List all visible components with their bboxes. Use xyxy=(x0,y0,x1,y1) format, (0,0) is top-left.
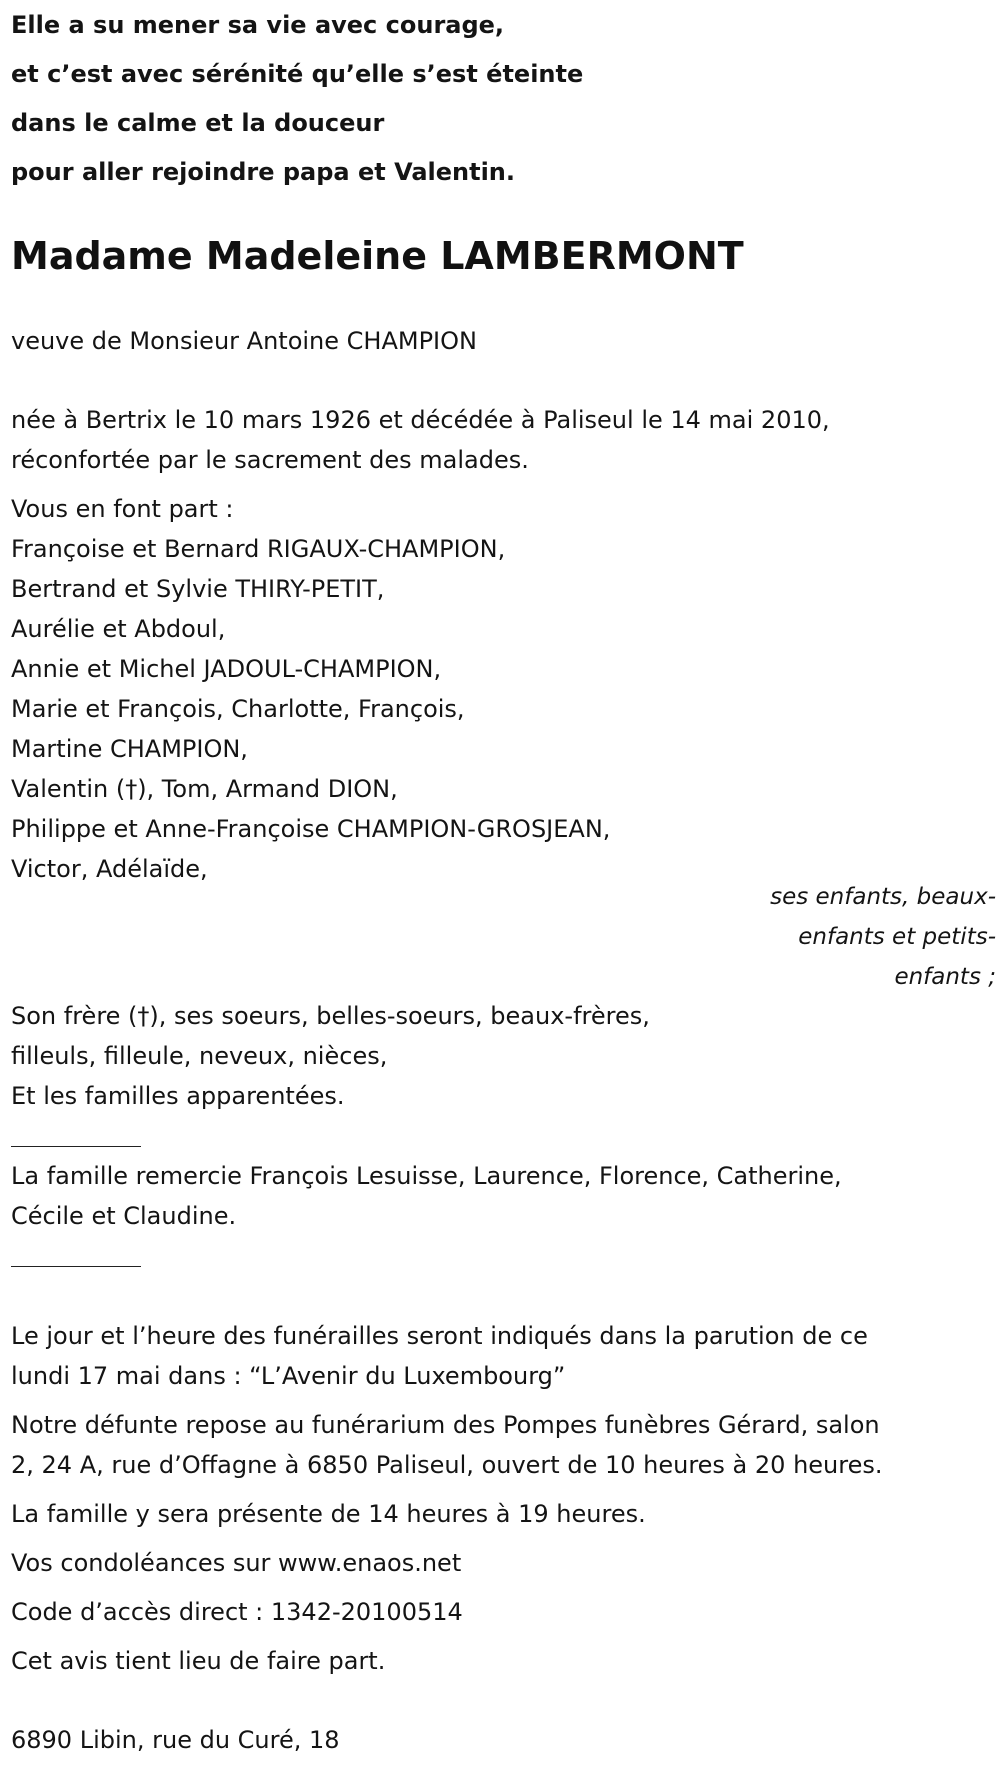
poem-line-4: pour aller rejoindre papa et Valentin. xyxy=(11,158,516,186)
thanks-line-1: La famille remercie François Lesuisse, Laurence, Florence, Catherine, xyxy=(11,1162,842,1190)
family-line-8: Philippe et Anne-Françoise CHAMPION-GROSJEAN, xyxy=(11,815,611,843)
birth-line-2: réconfortée par le sacrement des malades. xyxy=(11,446,529,474)
obituary-notice xyxy=(11,0,996,1776)
separator-line xyxy=(11,1146,141,1147)
notice-line: Cet avis tient lieu de faire part. xyxy=(11,1647,386,1675)
family-line-9: Victor, Adélaïde, xyxy=(11,855,208,883)
family-line-2: Bertrand et Sylvie THIRY-PETIT, xyxy=(11,575,385,603)
rest-line-1: Notre défunte repose au funérarium des Pompes funèbres Gérard, salon xyxy=(11,1411,880,1439)
family-line-3: Aurélie et Abdoul, xyxy=(11,615,226,643)
condolences-line: Vos condoléances sur www.enaos.net xyxy=(11,1549,462,1577)
address-line: 6890 Libin, rue du Curé, 18 xyxy=(11,1726,340,1754)
family-line-5: Marie et François, Charlotte, François, xyxy=(11,695,465,723)
poem-line-2: et c’est avec sérénité qu’elle s’est éteinte xyxy=(11,60,584,88)
birth-line-1: née à Bertrix le 10 mars 1926 et décédée à Paliseul le 14 mai 2010, xyxy=(11,406,830,434)
family-line-6: Martine CHAMPION, xyxy=(11,735,248,763)
thanks-line-2: Cécile et Claudine. xyxy=(11,1202,237,1230)
poem-line-1: Elle a su mener sa vie avec courage, xyxy=(11,11,505,39)
presence-line: La famille y sera présente de 14 heures à 19 heures. xyxy=(11,1500,646,1528)
widow-line: veuve de Monsieur Antoine CHAMPION xyxy=(11,327,477,355)
announce-line: Vous en font part : xyxy=(11,495,234,523)
children-role-line-3: enfants ; xyxy=(894,964,996,990)
funeral-line-1: Le jour et l’heure des funérailles seront indiqués dans la parution de ce xyxy=(11,1322,868,1350)
family-line-7: Valentin (†), Tom, Armand DION, xyxy=(11,775,398,803)
rest-line-2: 2, 24 A, rue d’Offagne à 6850 Paliseul, ouvert de 10 heures à 20 heures. xyxy=(11,1451,883,1479)
relatives-line-1: Son frère (†), ses soeurs, belles-soeurs, beaux-frères, xyxy=(11,1002,650,1030)
access-code-line: Code d’accès direct : 1342-20100514 xyxy=(11,1598,463,1626)
family-line-1: Françoise et Bernard RIGAUX-CHAMPION, xyxy=(11,535,506,563)
poem-line-3: dans le calme et la douceur xyxy=(11,109,385,137)
children-role-line-1: ses enfants, beaux- xyxy=(770,884,996,910)
separator-line xyxy=(11,1266,141,1267)
relatives-line-3: Et les familles apparentées. xyxy=(11,1082,345,1110)
relatives-line-2: filleuls, filleule, neveux, nièces, xyxy=(11,1042,388,1070)
children-role-line-2: enfants et petits- xyxy=(798,924,996,950)
deceased-name: Madame Madeleine LAMBERMONT xyxy=(11,234,744,278)
funeral-line-2: lundi 17 mai dans : “L’Avenir du Luxembourg” xyxy=(11,1362,566,1390)
family-line-4: Annie et Michel JADOUL-CHAMPION, xyxy=(11,655,442,683)
